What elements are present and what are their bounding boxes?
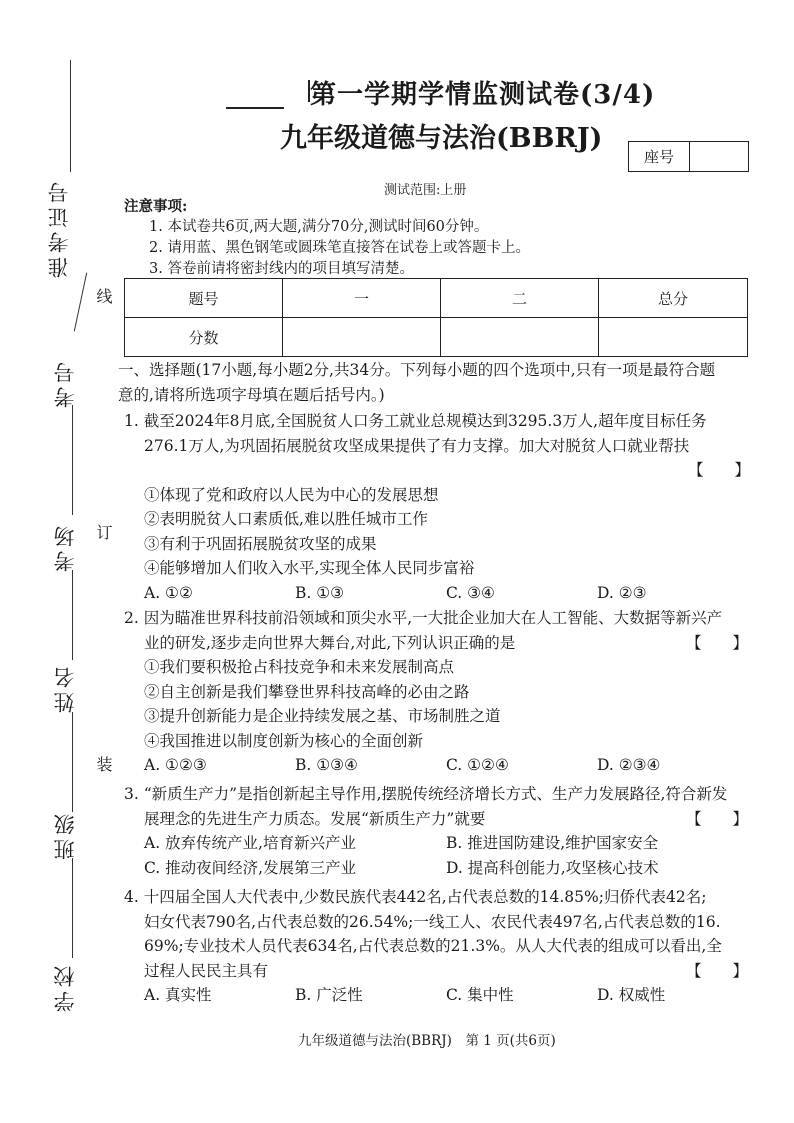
question-stem-text: 过程人民民主具有 — [144, 961, 269, 980]
seat-number-field[interactable] — [690, 142, 748, 171]
question-1 — [124, 409, 750, 605]
title-rule — [226, 107, 284, 109]
answer-bracket[interactable]: 【 】 — [685, 633, 748, 652]
question-stem: 1. 截至2024年8月底,全国脱贫人口务工就业总规模达到3295.3万人,超年度目标任务 — [124, 412, 707, 430]
seat-number-box — [628, 141, 749, 172]
question-3 — [124, 782, 750, 880]
exam-room-line — [72, 570, 73, 660]
option-row — [124, 831, 750, 856]
option-a[interactable]: A. 放弃传统产业,培育新兴产业 — [144, 834, 356, 852]
class-label: 班级 — [53, 810, 77, 860]
option-d[interactable]: D. ②③ — [597, 583, 647, 602]
binding-line-word: 线 — [94, 288, 113, 304]
question-stem — [124, 959, 750, 984]
table-header-cell: 总分 — [599, 279, 748, 318]
section-heading — [118, 358, 744, 407]
answer-bracket[interactable]: 【 】 — [685, 961, 748, 980]
option-row — [124, 581, 750, 606]
section-line: 一、选择题(17小题,每小题2分,共34分。下列每小题的四个选项中,只有一项是最符合题 — [118, 361, 716, 379]
note-item: 1. 本试卷共6页,两大题,满分70分,测试时间60分钟。 — [149, 219, 489, 235]
option-b[interactable]: B. ①③④ — [295, 756, 358, 774]
table-header-cell: 题号 — [125, 279, 283, 318]
statement-item: ④能够增加人们收入水平,实现全体人民同步富裕 — [144, 559, 475, 577]
option-c[interactable]: C. 推动夜间经济,发展第三产业 — [144, 858, 357, 877]
table-header-cell: 二 — [441, 279, 599, 318]
school-label: 学校 — [53, 962, 77, 1012]
question-stem: 妇女代表790名,占代表总数的26.54%;一线工人、农民代表497名,占代表总数的16. — [144, 912, 721, 931]
notes-heading: 注意事项: — [124, 198, 188, 215]
option-b[interactable]: B. ①③ — [295, 583, 345, 602]
subject-title: 九年级道德与法治(BBRJ) — [280, 123, 603, 154]
statement-item: ①体现了党和政府以人民为中心的发展思想 — [144, 485, 439, 504]
option-c[interactable]: C. ①②④ — [446, 756, 509, 774]
option-c[interactable]: C. ③④ — [446, 583, 495, 602]
exam-id-line — [70, 60, 71, 172]
question-stem — [124, 631, 750, 656]
table-row-label: 分数 — [125, 318, 283, 357]
option-row — [124, 983, 750, 1008]
statement-item: ①我们要积极抢占科技竞争和未来发展制高点 — [144, 658, 455, 676]
question-stem: 4. 十四届全国人大代表中,少数民族代表442名,占代表总数的14.85%;归侨代表42名; — [124, 888, 707, 906]
binding-bind-word: 装 — [94, 756, 113, 772]
statement-item: ③有利于巩固拓展脱贫攻坚的成果 — [144, 534, 377, 553]
option-d[interactable]: D. 提高科创能力,攻坚核心技术 — [446, 858, 659, 877]
class-line — [72, 858, 73, 958]
question-stem-text: 业的研发,逐步走向世界大舞台,对此,下列认识正确的是 — [144, 633, 516, 652]
statement-item: ②自主创新是我们攀登世界科技高峰的必由之路 — [144, 682, 470, 701]
question-stem-text: 展理念的先进生产力质态。发展“新质生产力”就要 — [144, 809, 486, 828]
statement-item: ②表明脱贫人口素质低,难以胜任城市工作 — [144, 510, 428, 528]
option-d[interactable]: D. 权威性 — [597, 986, 666, 1004]
question-stem: 276.1万人,为巩固拓展脱贫攻坚成果提供了有力支撑。加大对脱贫人口就业帮扶 — [144, 436, 690, 455]
exam-title: 第一学期学情监测试卷(3/4) — [310, 80, 656, 110]
exam-id-line-lower — [74, 273, 87, 332]
question-4 — [124, 885, 750, 1008]
question-stem — [124, 807, 750, 832]
exam-id-label: 准考证号 — [47, 178, 71, 278]
question-2 — [124, 606, 750, 778]
section-line: 意的,请将所选项字母填在题后括号内。) — [118, 385, 385, 404]
answer-bracket[interactable]: 【 】 — [685, 809, 748, 828]
option-b[interactable]: B. 广泛性 — [295, 986, 363, 1004]
score-table — [124, 278, 748, 357]
notes — [124, 196, 530, 280]
option-a[interactable]: A. ①② — [144, 583, 193, 602]
score-table-header-row — [125, 279, 748, 318]
question-stem: 2. 因为瞄准世界科技前沿领域和顶尖水平,一大批企业加大在人工智能、大数据等新兴产 — [124, 609, 723, 627]
option-c[interactable]: C. 集中性 — [446, 986, 514, 1004]
score-cell-1[interactable] — [283, 318, 441, 357]
name-line — [72, 712, 73, 812]
option-a[interactable]: A. ①②③ — [144, 756, 207, 774]
option-b[interactable]: B. 推进国防建设,维护国家安全 — [446, 834, 659, 852]
test-scope: 测试范围:上册 — [384, 183, 467, 198]
answer-bracket[interactable]: 【 】 — [687, 461, 750, 479]
note-item: 2. 请用蓝、黑色钢笔或圆珠笔直接答在试卷上或答题卡上。 — [149, 240, 530, 256]
exam-room-label: 考场 — [53, 522, 77, 572]
exam-number-line — [72, 405, 73, 515]
statement-item: ③提升创新能力是企业持续发展之基、市场制胜之道 — [144, 707, 501, 725]
option-row — [124, 753, 750, 778]
question-stem: 69%;专业技术人员代表634名,占代表总数的21.3%。从人大代表的组成可以看出,全 — [144, 937, 722, 955]
option-d[interactable]: D. ②③④ — [597, 756, 661, 774]
page-footer: 九年级道德与法治(BBRJ) 第 1 页(共6页) — [298, 1033, 556, 1049]
score-table-row — [125, 318, 748, 357]
option-row — [124, 856, 750, 881]
option-a[interactable]: A. 真实性 — [144, 986, 212, 1004]
binding-order-word: 订 — [94, 524, 113, 540]
score-cell-total[interactable] — [599, 318, 748, 357]
score-cell-2[interactable] — [441, 318, 599, 357]
exam-number-label: 考号 — [53, 358, 77, 408]
table-header-cell: 一 — [283, 279, 441, 318]
statement-item: ④我国推进以制度创新为核心的全面创新 — [144, 731, 424, 750]
seat-number-label: 座号 — [629, 142, 690, 171]
note-item: 3. 答卷前请将密封线内的项目填写清楚。 — [149, 261, 414, 277]
question-stem: 3. “新质生产力”是指创新起主导作用,摆脱传统经济增长方式、生产力发展路径,符合新发 — [124, 785, 728, 803]
name-label: 姓名 — [53, 663, 77, 713]
